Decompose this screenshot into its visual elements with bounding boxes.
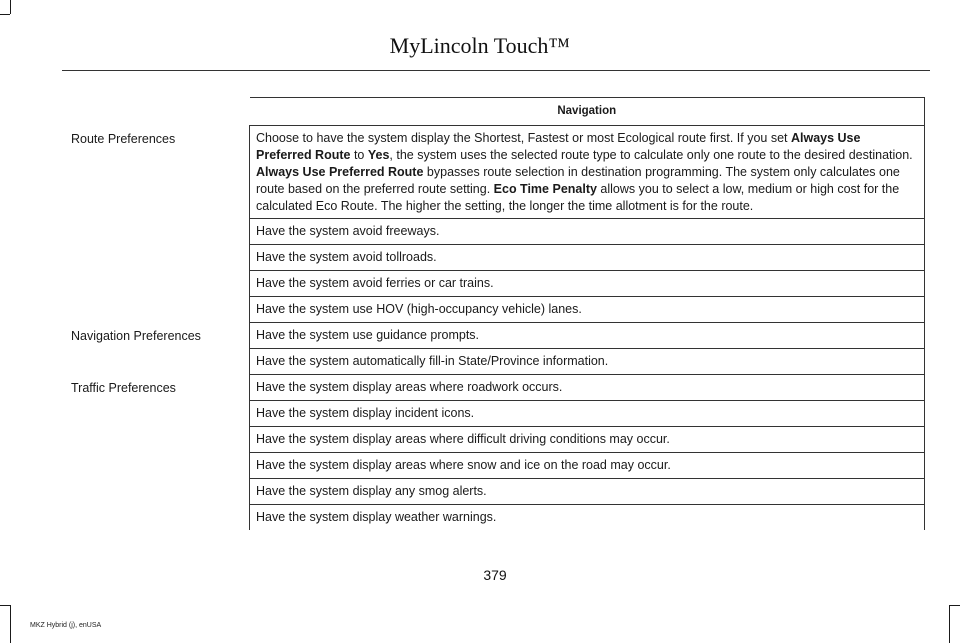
route-preferences-label: Route Preferences xyxy=(71,131,176,146)
navigation-preferences-label: Navigation Preferences xyxy=(71,328,201,343)
route-option: Have the system avoid tollroads. xyxy=(250,245,925,271)
traffic-option: Have the system display weather warnings. xyxy=(250,505,925,531)
route-option: Have the system avoid freeways. xyxy=(250,219,925,245)
page-number: 379 xyxy=(483,567,507,583)
crop-mark xyxy=(950,605,960,606)
crop-mark xyxy=(0,14,10,15)
crop-mark xyxy=(0,605,10,606)
table-row xyxy=(66,375,925,401)
navigation-option: Have the system use guidance prompts. xyxy=(250,323,925,349)
navigation-option: Have the system automatically fill-in State/Province information. xyxy=(250,349,925,375)
table-header-spacer xyxy=(66,98,250,126)
table-header: Navigation xyxy=(250,98,925,126)
traffic-option: Have the system display incident icons. xyxy=(250,401,925,427)
table-row xyxy=(66,323,925,349)
crop-mark xyxy=(10,0,11,14)
crop-mark xyxy=(949,605,950,643)
traffic-option: Have the system display any smog alerts. xyxy=(250,479,925,505)
route-option: Have the system use HOV (high-occupancy vehicle) lanes. xyxy=(250,297,925,323)
traffic-option: Have the system display areas where roadwork occurs. xyxy=(250,375,925,401)
route-option: Have the system avoid ferries or car trains. xyxy=(250,271,925,297)
traffic-option: Have the system display areas where difficult driving conditions may occur. xyxy=(250,427,925,453)
traffic-option: Have the system display areas where snow and ice on the road may occur. xyxy=(250,453,925,479)
footer-code: MKZ Hybrid (j), enUSA xyxy=(30,622,102,629)
crop-mark xyxy=(10,605,11,643)
traffic-preferences-label: Traffic Preferences xyxy=(71,380,176,395)
navigation-table xyxy=(66,97,925,530)
table-row xyxy=(66,126,925,219)
route-preferences-description: Choose to have the system display the Shortest, Fastest or most Ecological route first. If you set Always Use Preferred Route to Yes, the system uses the selected route type to calculate only one route to the desired destination. Always Use Preferred Route bypasses route selection in destination programming. The system only calculates one route based on the preferred route setting. Eco Time Penalty allows you to select a low, medium or high cost for the calculated Eco Route. The higher the setting, the longer the time allotment is for the route. xyxy=(250,126,925,219)
page-title: MyLincoln Touch™ xyxy=(389,33,570,58)
header-divider xyxy=(62,70,930,71)
